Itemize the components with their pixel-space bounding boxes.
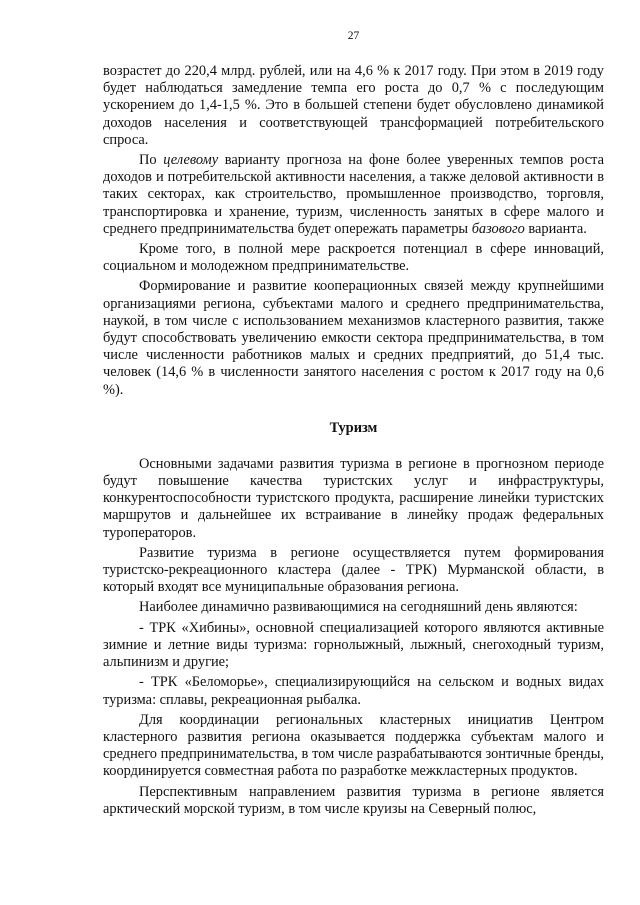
italic-text: целевому: [163, 152, 219, 169]
paragraph: [103, 599, 604, 616]
paragraph: [103, 545, 604, 597]
paragraph: [103, 674, 604, 708]
paragraph: [103, 278, 604, 398]
paragraph: [103, 456, 604, 542]
page-number: 27: [347, 30, 360, 42]
paragraph: [103, 152, 604, 238]
text-run: Развитие туризма в регионе осуществляется путем формирования туристско-рекреационного кластера (далее - ТРК) Мурманской области, в который входят все муниципальные образования региона.: [103, 544, 604, 596]
text-run: Для координации региональных кластерных инициатив Центром кластерного развития региона оказывается поддержка субъектам малого и среднего предпринимательства, в том числе разрабатываются зонтичные бренды, координируется совместная работа по разработке межкластерных продуктов.: [103, 711, 604, 780]
paragraph: [103, 63, 604, 149]
text-run: Основными задачами развития туризма в регионе в прогнозном периоде будут повышение качества туристских услуг и инфраструктуры, конкурентоспособности туристского продукта, расширение линейки туристских маршрутов и дальнейшее их встраивание в линейку продаж федеральных туроператоров.: [103, 455, 604, 541]
text-run: возрастет до 220,4 млрд. рублей, или на 4,6 % к 2017 году. При этом в 2019 году будет наблюдаться замедление темпа его роста до 0,7 % с последующим ускорением до 1,4-1,5 %. Это в большей степени будет обусловлено динамикой доходов населения и соответствующей трансформацией потребительского спроса.: [103, 63, 604, 148]
text-run: - ТРК «Хибины», основной специализацией которого являются активные зимние и летние виды туризма: горнолыжный, лыжный, снегоходный туризм, альпинизм и другие;: [103, 619, 604, 671]
text-block-after-heading: [103, 456, 604, 818]
text-run: варианта.: [524, 220, 587, 237]
text-run: варианту прогноза на фоне более уверенных темпов роста доходов и потребительской активности населения, а также деловой активности в таких секторах, как строительство, промышленное производство, торговля, транспортировка и хранение, туризм, численность занятых в сфере малого и среднего предпринимательства будет опережать параметры: [103, 152, 605, 237]
paragraph: [103, 784, 604, 818]
paragraph: [103, 241, 604, 275]
text-run: - ТРК «Беломорье», специализирующийся на сельском и водных видах туризма: сплавы, рекреационная рыбалка.: [103, 674, 604, 708]
paragraph: [103, 620, 604, 672]
text-run: Кроме того, в полной мере раскроется потенциал в сфере инноваций, социальном и молодежном предпринимательстве.: [103, 241, 604, 275]
text-run: Наиболее динамично развивающимися на сегодняшний день являются:: [139, 599, 578, 616]
text-run: По: [139, 152, 164, 169]
text-run: Перспективным направлением развития туризма в регионе является арктический морской туризм, в том числе круизы на Северный полюс,: [103, 783, 604, 817]
text-run: Формирование и развитие кооперационных связей между крупнейшими организациями региона, субъектами малого и среднего предпринимательства, наукой, в том числе с использованием механизмов кластерного развития, также будут способствовать увеличению емкости сектора предпринимательства, в том числе численности работников малых и средних предприятий, до 51,4 тыс. человек (14,6 % в численности занятого населения с ростом к 2017 году на 0,6 %).: [103, 278, 604, 398]
section-heading: Туризм: [329, 419, 378, 436]
paragraph: [103, 712, 604, 781]
text-block-before-heading: [103, 63, 604, 399]
italic-text: базового: [471, 220, 525, 237]
